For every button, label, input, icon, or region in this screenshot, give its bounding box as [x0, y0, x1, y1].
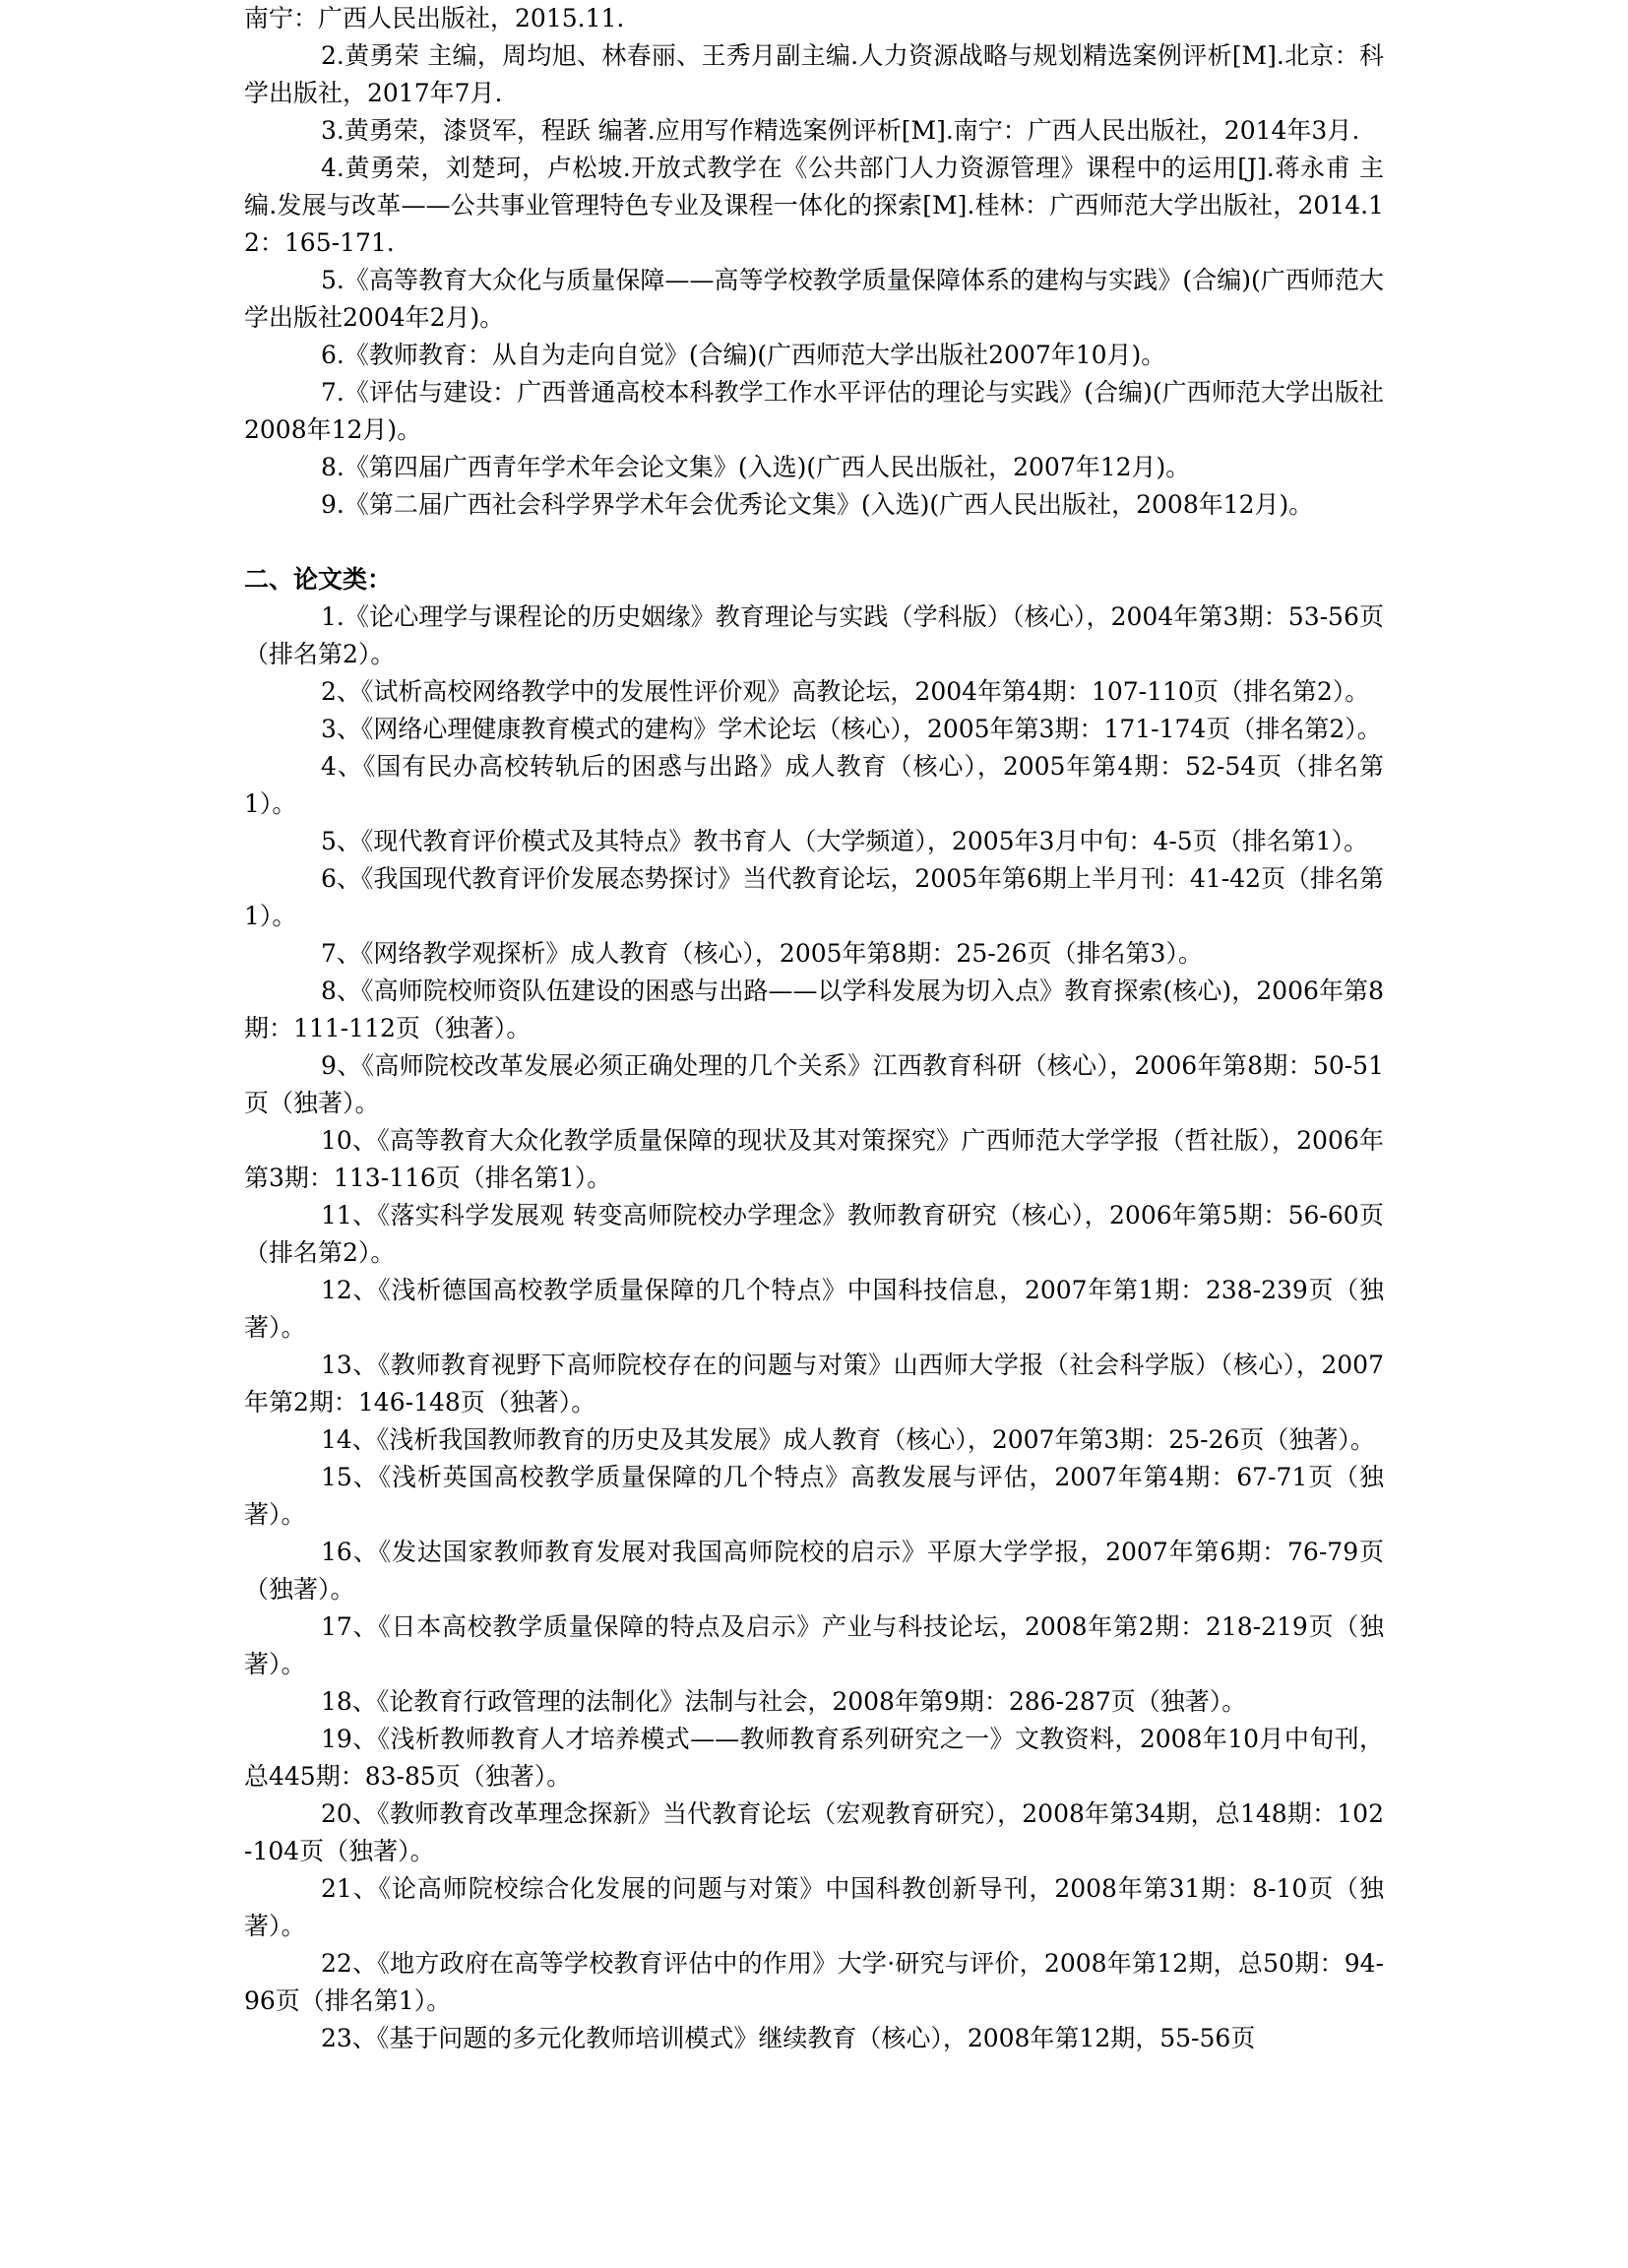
book-entry: 7.《评估与建设：广西普通高校本科教学工作水平评估的理论与实践》(合编)(广西师范大学出版社2008年12月)。: [244, 378, 1384, 444]
paper-entry: 13、《教师教育视野下高师院校存在的问题与对策》山西师大学报（社会科学版）（核心），2007年第2期：146-148页（独著）。: [244, 1351, 1384, 1417]
books-section: [244, 0, 1384, 524]
paper-entry: 3、《网络心理健康教育模式的建构》学术论坛（核心），2005年第3期：171-174页（排名第2）。: [321, 715, 1382, 743]
book-entry: 6.《教师教育：从自为走向自觉》(合编)(广西师范大学出版社2007年10月)。: [321, 341, 1166, 369]
book-entry: 8.《第四届广西青年学术年会论文集》(入选)(广西人民出版社，2007年12月)。: [321, 453, 1191, 481]
section-title: 二、论文类：: [244, 565, 393, 594]
paper-entry: 5、《现代教育评价模式及其特点》教书育人（大学频道），2005年3月中旬：4-5页（排名第1）。: [321, 827, 1369, 855]
papers-section: [244, 561, 1384, 2057]
paper-entry: 21、《论高师院校综合化发展的问题与对策》中国科教创新导刊，2008年第31期：8-10页（独著）。: [244, 1874, 1384, 1940]
paper-entry: 22、《地方政府在高等学校教育评估中的作用》大学·研究与评价，2008年第12期，总50期：94-96页（排名第1）。: [244, 1949, 1384, 2015]
paper-entry: 12、《浅析德国高校教学质量保障的几个特点》中国科技信息，2007年第1期：238-239页（独著）。: [244, 1276, 1384, 1342]
paper-entry: 15、《浅析英国高校教学质量保障的几个特点》高教发展与评估，2007年第4期：67-71页（独著）。: [244, 1463, 1384, 1529]
book-entry: 5.《高等教育大众化与质量保障——高等学校教学质量保障体系的建构与实践》(合编)(广西师范大学出版社2004年2月)。: [244, 266, 1384, 332]
paper-entry: 2、《试析高校网络教学中的发展性评价观》高教论坛，2004年第4期：107-110页（排名第2）。: [321, 677, 1370, 706]
paper-entry: 7、《网络教学观探析》成人教育（核心），2005年第8期：25-26页（排名第3）。: [321, 939, 1203, 968]
paper-entry: 23、《基于问题的多元化教师培训模式》继续教育（核心），2008年第12期，55-56页: [321, 2024, 1256, 2052]
paper-entry: 1.《论心理学与课程论的历史姻缘》教育理论与实践（学科版）（核心），2004年第3期：53-56页（排名第2）。: [244, 602, 1384, 668]
paper-entry: 14、《浅析我国教师教育的历史及其发展》成人教育（核心），2007年第3期：25-26页（独著）。: [321, 1425, 1375, 1454]
paper-entry: 18、《论教育行政管理的法制化》法制与社会，2008年第9期：286-287页（独著）。: [321, 1687, 1247, 1716]
book-entry: 4.黄勇荣，刘楚珂，卢松坡.开放式教学在《公共部门人力资源管理》课程中的运用[J].蒋永甫 主编.发展与改革——公共事业管理特色专业及课程一体化的探索[M].桂林：广西师范大学出版社，2014.12：165-171.: [244, 154, 1384, 257]
paper-entry: 10、《高等教育大众化教学质量保障的现状及其对策探究》广西师范大学学报（哲社版），2006年第3期：113-116页（排名第1）。: [244, 1126, 1384, 1192]
book-entry: 南宁：广西人民出版社，2015.11.: [244, 4, 625, 32]
book-entry: 3.黄勇荣，漆贤军，程跃 编著.应用写作精选案例评析[M].南宁：广西人民出版社，2014年3月.: [321, 116, 1360, 145]
paper-entry: 16、《发达国家教师教育发展对我国高师院校的启示》平原大学学报，2007年第6期：76-79页（独著）。: [244, 1538, 1384, 1604]
paper-entry: 4、《国有民办高校转轨后的困惑与出路》成人教育（核心），2005年第4期：52-54页（排名第1）。: [244, 752, 1384, 818]
paper-entry: 20、《教师教育改革理念探新》当代教育论坛（宏观教育研究），2008年第34期，总148期：102-104页（独著）。: [244, 1799, 1384, 1865]
paper-entry: 19、《浅析教师教育人才培养模式——教师教育系列研究之一》文教资料，2008年10月中旬刊，总445期：83-85页（独著）。: [244, 1725, 1384, 1791]
paper-entry: 9、《高师院校改革发展必须正确处理的几个关系》江西教育科研（核心），2006年第8期：50-51页（独著）。: [244, 1051, 1384, 1117]
paper-entry: 8、《高师院校师资队伍建设的困惑与出路——以学科发展为切入点》教育探索(核心)，2006年第8期：111-112页（独著）。: [244, 976, 1384, 1042]
paper-entry: 11、《落实科学发展观 转变高师院校办学理念》教师教育研究（核心），2006年第5期：56-60页（排名第2）。: [244, 1201, 1384, 1267]
paper-entry: 17、《日本高校教学质量保障的特点及启示》产业与科技论坛，2008年第2期：218-219页（独著）。: [244, 1612, 1384, 1678]
book-entry: 2.黄勇荣 主编，周均旭、林春丽、王秀月副主编.人力资源战略与规划精选案例评析[M].北京：科学出版社，2017年7月.: [244, 41, 1384, 107]
book-entry: 9.《第二届广西社会科学界学术年会优秀论文集》(入选)(广西人民出版社，2008年12月)。: [321, 490, 1314, 519]
paper-entry: 6、《我国现代教育评价发展态势探讨》当代教育论坛，2005年第6期上半月刊：41-42页（排名第1）。: [244, 864, 1385, 930]
document-page: [244, 0, 1384, 2057]
